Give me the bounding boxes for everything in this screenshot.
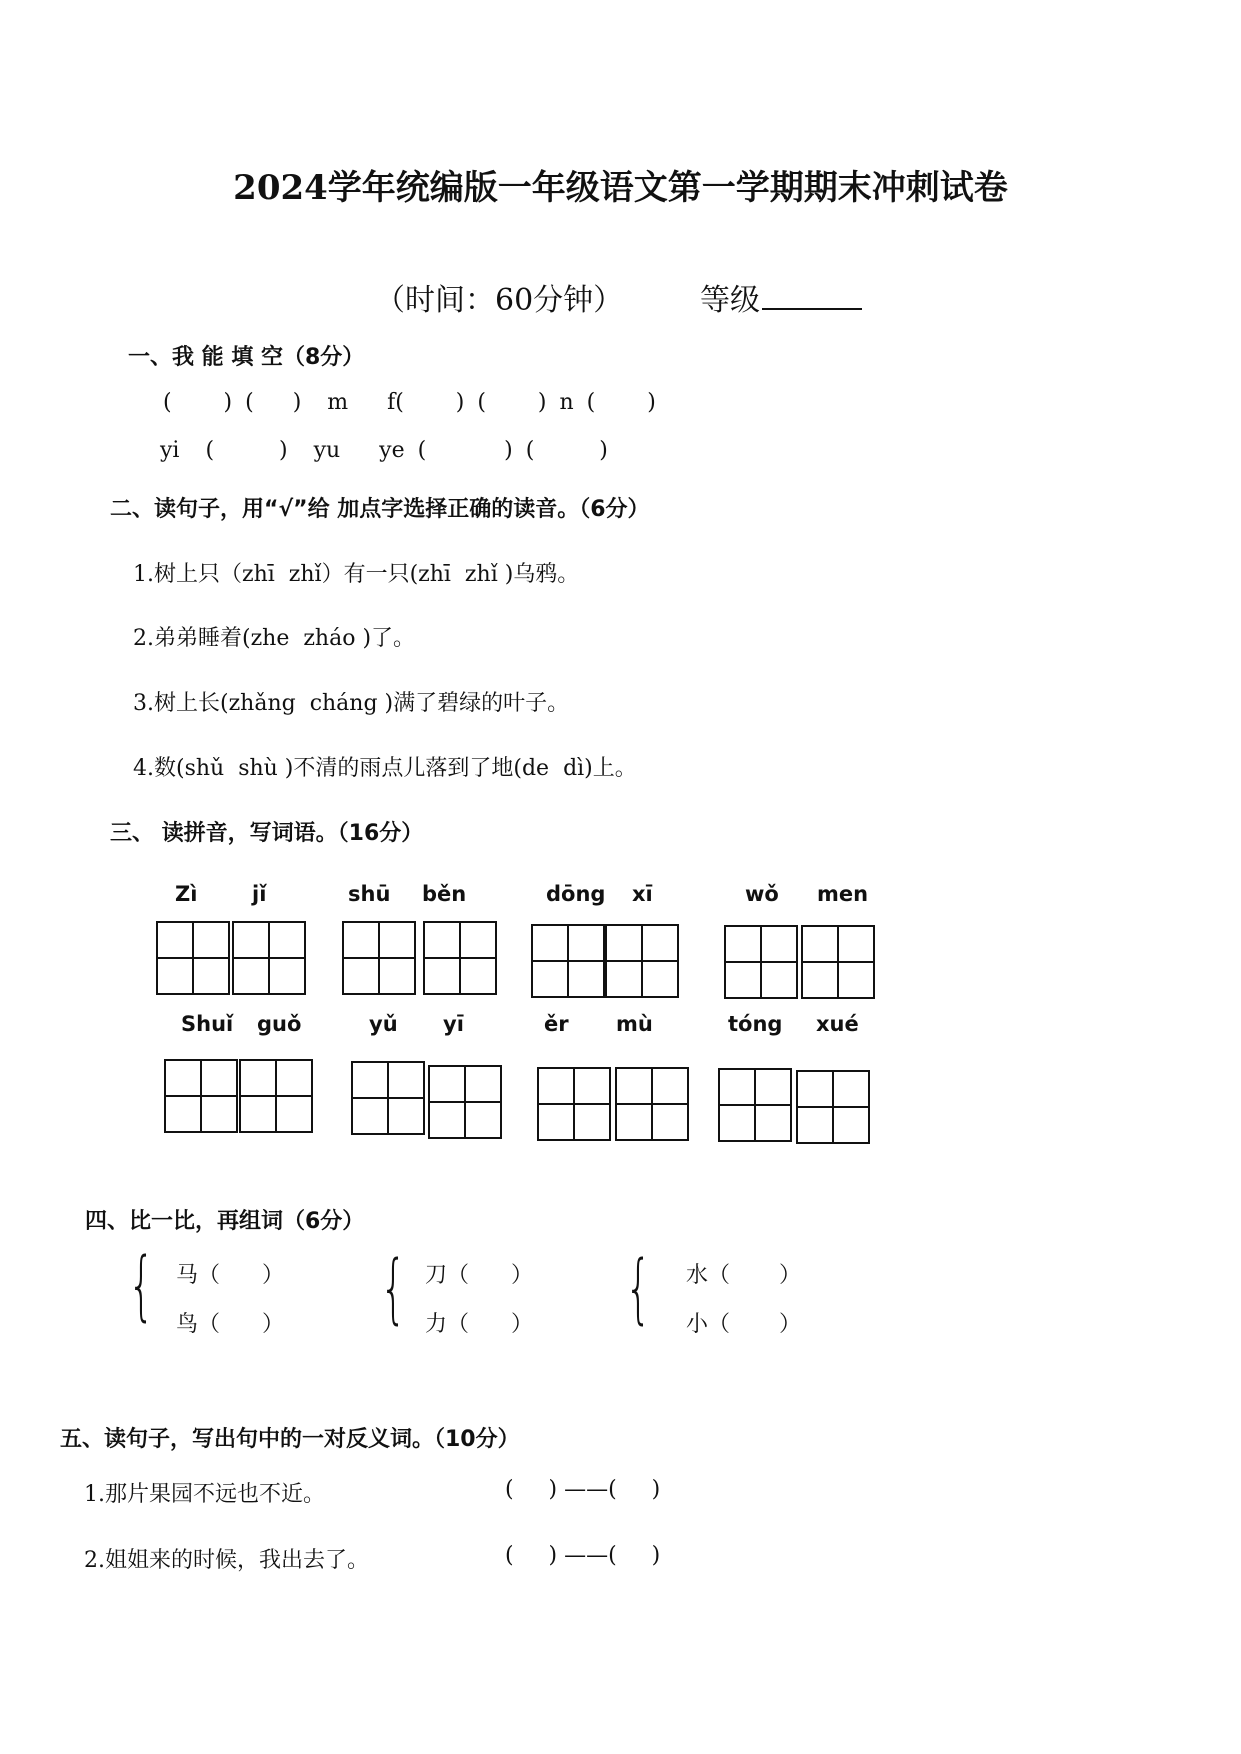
writing-box[interactable]	[233, 922, 305, 994]
s2-item-4: 4.数(shǔ shù )不清的雨点儿落到了地(de dì)上。	[133, 756, 637, 781]
s1-line-2: yi ( ) yu ye ( ) ( )	[160, 438, 608, 463]
pinyin-xue: xué	[816, 1012, 859, 1036]
pinyin-tong: tóng	[728, 1012, 783, 1036]
section-2-heading: 二、读句子，用“√”给 加点字选择正确的读音。（6分）	[110, 497, 650, 522]
pinyin-mu: mù	[616, 1012, 653, 1036]
pinyin-shui: Shuǐ	[181, 1012, 234, 1036]
pinyin-er: ěr	[544, 1012, 569, 1036]
pinyin-yu: yǔ	[369, 1012, 398, 1036]
brace-icon: {	[128, 1240, 155, 1329]
section-1-heading: 一、我 能 填 空（8分）	[128, 345, 365, 370]
pinyin-dong: dōng	[546, 882, 606, 906]
pinyin-ji: jǐ	[252, 882, 267, 906]
compare-item[interactable]: 小（ ）	[686, 1312, 801, 1337]
s1-line-1: ( ) ( ) m f( ) ( ) n ( )	[163, 390, 656, 415]
compare-item[interactable]: 水（ ）	[686, 1263, 801, 1288]
section-3-heading: 三、 读拼音，写词语。（16分）	[110, 821, 424, 846]
writing-box[interactable]	[429, 1066, 501, 1138]
compare-item[interactable]: 马（ ）	[176, 1263, 284, 1288]
writing-box[interactable]	[606, 925, 678, 997]
s5-sentence-1: 1.那片果园不远也不近。	[84, 1482, 325, 1507]
section-4-heading: 四、比一比，再组词（6分）	[85, 1209, 365, 1234]
s2-item-1: 1.树上只（zhī zhǐ）有一只(zhī zhǐ )乌鸦。	[133, 562, 580, 587]
s2-item-2: 2.弟弟睡着(zhe zháo )了。	[133, 626, 416, 651]
section-5-heading: 五、读句子，写出句中的一对反义词。（10分）	[60, 1427, 520, 1452]
writing-box[interactable]	[719, 1069, 791, 1141]
compare-item[interactable]: 刀（ ）	[425, 1263, 533, 1288]
pinyin-men: men	[817, 882, 869, 906]
pinyin-yi: yī	[443, 1012, 464, 1036]
exam-title: 2024学年统编版一年级语文第一学期期末冲刺试卷	[233, 168, 1008, 208]
brace-icon: {	[380, 1243, 407, 1332]
s5-sentence-2: 2.姐姐来的时候，我出去了。	[84, 1548, 369, 1573]
writing-box[interactable]	[725, 926, 797, 998]
time-note: （时间：60分钟）	[375, 283, 624, 318]
grade-label: 等级	[700, 283, 760, 318]
pinyin-xi: xī	[632, 882, 653, 906]
writing-box[interactable]	[424, 922, 496, 994]
writing-box[interactable]	[343, 922, 415, 994]
brace-icon: {	[625, 1243, 652, 1332]
pinyin-ben: běn	[422, 882, 467, 906]
pinyin-wo: wǒ	[745, 882, 779, 906]
writing-box[interactable]	[797, 1071, 869, 1143]
s2-item-3: 3.树上长(zhǎng cháng )满了碧绿的叶子。	[133, 691, 570, 716]
pinyin-shu: shū	[348, 882, 391, 906]
s5-blank-1[interactable]: ( ) ——( )	[505, 1477, 661, 1502]
writing-box[interactable]	[240, 1060, 312, 1132]
writing-box[interactable]	[802, 926, 874, 998]
pinyin-guo: guǒ	[257, 1012, 302, 1036]
writing-box[interactable]	[165, 1060, 237, 1132]
compare-item[interactable]: 力（ ）	[425, 1312, 533, 1337]
s5-blank-2[interactable]: ( ) ——( )	[505, 1543, 661, 1568]
pinyin-zi: Zì	[175, 882, 198, 906]
writing-box[interactable]	[352, 1062, 424, 1134]
writing-box[interactable]	[532, 925, 604, 997]
writing-box[interactable]	[157, 922, 229, 994]
compare-item[interactable]: 鸟（ ）	[176, 1312, 284, 1337]
writing-box[interactable]	[538, 1068, 610, 1140]
writing-box[interactable]	[616, 1068, 688, 1140]
